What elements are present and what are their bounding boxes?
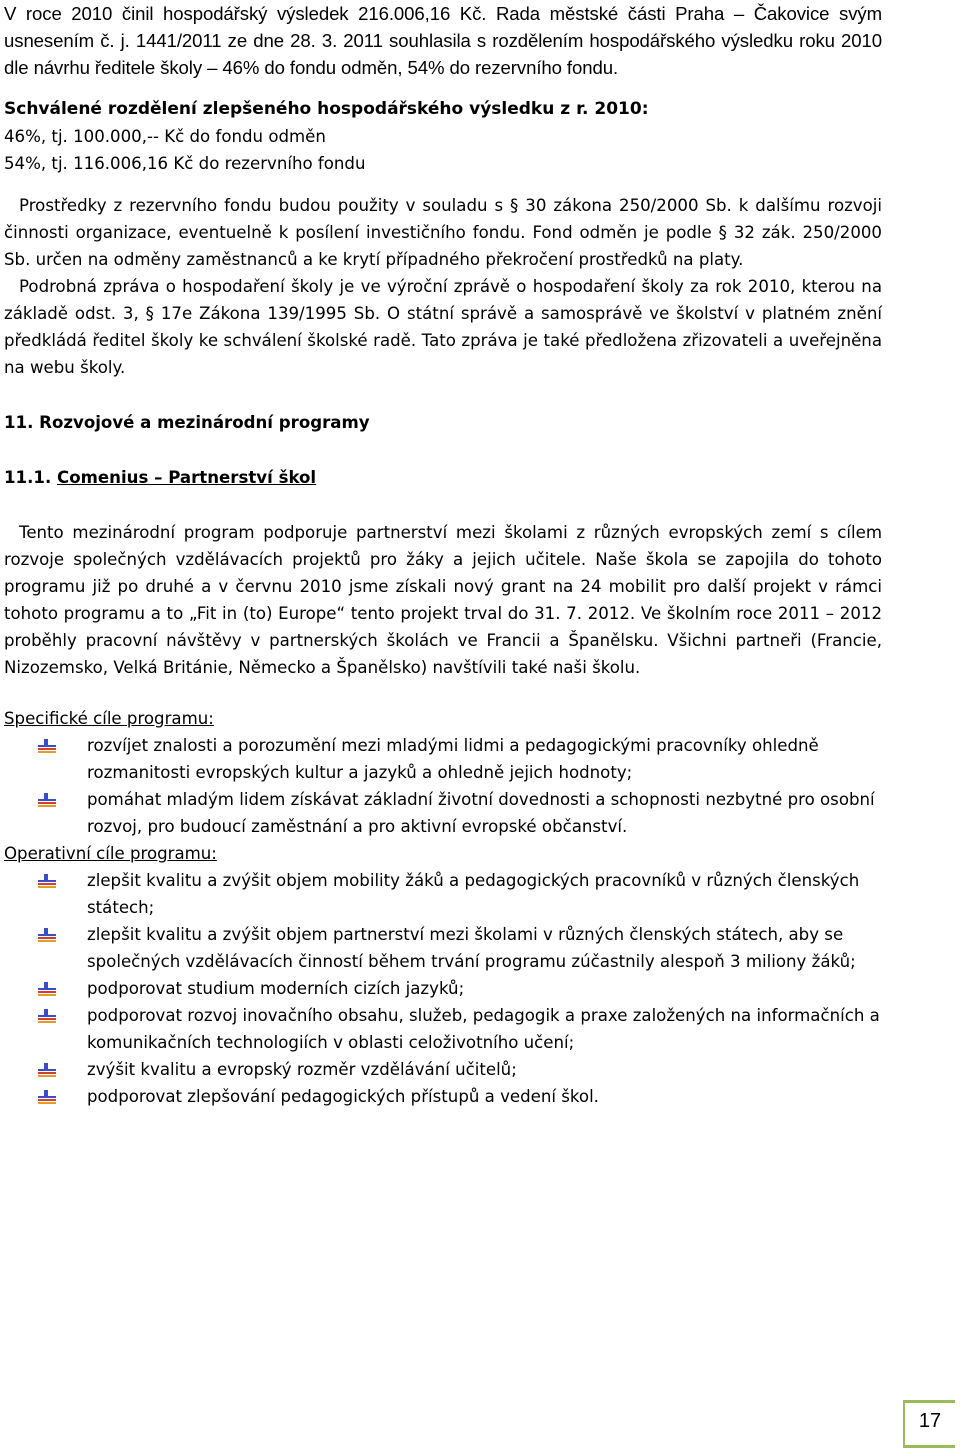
operative-goals-list [4, 867, 882, 1110]
document-page [4, 0, 882, 1110]
section-number: 11.1. [4, 468, 58, 487]
operative-goals-heading: Operativní cíle programu: [4, 844, 217, 863]
section-11-1-heading [4, 464, 882, 491]
list-item: podporovat rozvoj inovačního obsahu, služeb, pedagogik a praxe založených na informačních a komunikačních technologiích v oblasti celoživotního učení; [4, 1002, 882, 1056]
list-item: zvýšit kvalitu a evropský rozměr vzdělávání učitelů; [4, 1056, 882, 1083]
approved-heading: Schválené rozdělení zlepšeného hospodářského výsledku z r. 2010: [4, 99, 649, 119]
bullet-icon [38, 928, 56, 942]
specific-goals-list [4, 732, 882, 840]
list-item: zlepšit kvalitu a zvýšit objem mobility žáků a pedagogických pracovníků v různých členských státech; [4, 867, 882, 921]
bullet-icon [38, 982, 56, 996]
list-item: podporovat studium moderních cizích jazyků; [4, 975, 882, 1002]
list-item: zlepšit kvalitu a zvýšit objem partnerství mezi školami v různých členských státech, aby se společných vzdělávacích činností během trvání programu zúčastnily alespoň 3 miliony žáků; [4, 921, 882, 975]
list-item: rozvíjet znalosti a porozumění mezi mladými lidmi a pedagogickými pracovníky ohledně rozmanitosti evropských kultur a jazyků a ohledně jejich hodnoty; [4, 732, 882, 786]
footer-bottom-rule [903, 1445, 955, 1448]
comenius-paragraph: Tento mezinárodní program podporuje partnerství mezi školami z různých evropských zemí s cílem rozvoje společných vzdělávacích projektů pro žáky a jejich učitele. Naše škola se zapojila do tohoto programu již po druhé a v červnu 2010 jsme získali nový grant na 24 mobilit pro další projekt v rámci tohoto programu a to „Fit in (to) Europe“ tento projekt trval do 31. 7. 2012. Ve školním roce 2011 – 2012 proběhly pracovní návštěvy v partnerských školách ve Francii a Španělsku. Všichni partneři (Francie, Nizozemsko, Velká Británie, Německo a Španělsko) navštívili také naši školu. [4, 523, 882, 677]
fund-line-reserve: 54%, tj. 116.006,16 Kč do rezervního fondu [4, 154, 366, 173]
section-title: Comenius – Partnerství škol [57, 468, 317, 487]
bullet-icon [38, 1009, 56, 1023]
bullet-icon [38, 793, 56, 807]
list-item: pomáhat mladým lidem získávat základní životní dovednosti a schopnosti nezbytné pro osobní rozvoj, pro budoucí zaměstnání a pro aktivní evropské občanství. [4, 786, 882, 840]
bullet-icon [38, 874, 56, 888]
reserve-fund-paragraph: Prostředky z rezervního fondu budou použity v souladu s § 30 zákona 250/2000 Sb. k dalšímu rozvoji činnosti organizace, eventuelně k posílení investičního fondu. Fond odměn je podle § 32 zák. 250/2000 Sb. určen na odměny zaměstnanců a ke krytí případného překročení prostředků na platy. [4, 196, 882, 269]
bullet-icon [38, 1090, 56, 1104]
footer-top-rule [903, 1400, 955, 1403]
list-item: podporovat zlepšování pedagogických přístupů a vedení škol. [4, 1083, 882, 1110]
specific-goals-heading: Specifické cíle programu: [4, 709, 214, 728]
section-11-heading: 11. Rozvojové a mezinárodní programy [4, 413, 370, 432]
fund-line-rewards: 46%, tj. 100.000,-- Kč do fondu odměn [4, 127, 326, 146]
intro-paragraph: V roce 2010 činil hospodářský výsledek 216.006,16 Kč. Rada městské části Praha – Čakovice svým usnesením č. j. 1441/2011 ze dne 28. 3. 2011 souhlasila s rozdělením hospodářského výsledku roku 2010 dle návrhu ředitele školy – 46% do fondu odměn, 54% do rezervního fondu. [4, 3, 882, 78]
report-paragraph: Podrobná zpráva o hospodaření školy je ve výroční zprávě o hospodaření školy za rok 2010, kterou na základě odst. 3, § 17e Zákona 139/1995 Sb. O státní správě a samosprávě ve školství v platném znění předkládá ředitel školy ke schválení školské radě. Tato zpráva je také předložena zřizovateli a uveřejněna na webu školy. [4, 277, 882, 377]
page-number: 17 [918, 1410, 942, 1432]
bullet-icon [38, 1063, 56, 1077]
bullet-icon [38, 739, 56, 753]
